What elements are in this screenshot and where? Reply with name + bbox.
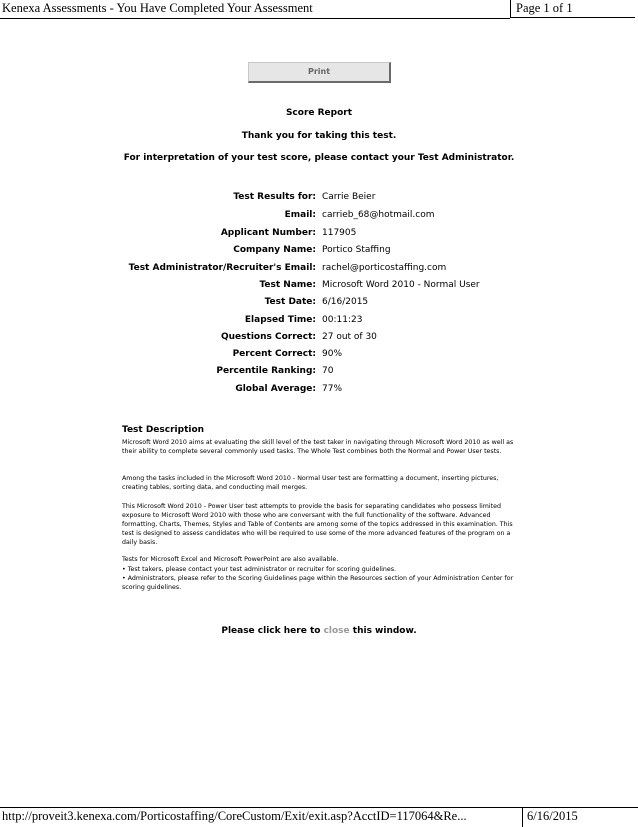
close-link[interactable]: close [323,626,350,636]
result-value: Portico Staffing [322,245,391,255]
print-header [0,0,638,18]
result-label: Global Average: [235,384,316,394]
close-prefix: Please click here to [221,626,324,636]
result-value: rachel@porticostaffing.com [322,263,447,273]
thank-you-text: Thank you for taking this test. [241,131,397,141]
result-label: Test Name: [259,280,316,290]
result-label: Test Date: [264,297,316,307]
print-footer [0,807,638,826]
header-page-number: Page 1 of 1 [516,1,573,15]
close-window-line [0,626,638,636]
result-label: Questions Correct: [221,332,316,342]
result-label: Applicant Number: [220,228,316,238]
header-title: Kenexa Assessments - You Have Completed Your Assessment [2,1,313,15]
description-text: Tests for Microsoft Excel and Microsoft PowerPoint are also available. [122,556,339,563]
description-paragraph [122,502,522,547]
footer-url: http://proveit3.kenexa.com/Porticostaffing/CoreCustom/Exit/exit.asp?AcctID=117064&Re... [2,809,467,823]
result-value: Microsoft Word 2010 - Normal User [322,280,480,290]
result-label: Percentile Ranking: [216,366,316,376]
header-page-box [510,0,635,18]
description-text: This Microsoft Word 2010 - Power User test attempts to provide the basis for separating candidates who possess limited exposure to Microsoft Word 2010 with those who are conversant with the full functionality of the software. Advanced formatting, Charts, Themes, Styles and Table of Contents are among some of the topics addressed in this examination. This test is designed to assess candidates who will be required to use some of the more advanced features of the program on a daily basis. [122,503,513,546]
print-button[interactable]: Print [248,62,391,83]
result-label: Company Name: [233,245,316,255]
description-text: Among the tasks included in the Microsoft Word 2010 - Normal User test are formatting a document, inserting pictures, creating tables, sorting data, and conducting mail merges. [122,475,499,491]
result-value: 77% [322,384,343,394]
close-suffix: this window. [349,626,417,636]
footer-date: 6/16/2015 [527,809,578,823]
scoring-bullet-list [122,565,522,592]
result-value: carrieb_68@hotmail.com [322,210,435,220]
description-text: Microsoft Word 2010 aims at evaluating the skill level of the test taker in navigating through Microsoft Word 2010 as well as their ability to complete several commonly used tasks. The Whole Test combines both the Normal and Power User tests. [122,439,514,455]
result-label: Test Administrator/Recruiter's Email: [128,263,316,273]
result-label: Test Results for: [233,192,316,202]
result-value: 6/16/2015 [322,297,369,307]
description-paragraph [122,438,522,456]
result-value: Carrie Beier [322,192,376,202]
result-value: 00:11:23 [322,315,363,325]
description-paragraph [122,555,522,564]
result-label: Percent Correct: [232,349,316,359]
bullet-item: • Administrators, please refer to the Scoring Guidelines page within the Resources section of your Administration Center for scoring guidelines. [122,575,514,591]
header-rule [0,18,510,19]
result-value: 90% [322,349,343,359]
result-value: 27 out of 30 [322,332,377,342]
result-label: Elapsed Time: [244,315,316,325]
result-value: 117905 [322,228,357,238]
report-title: Score Report [285,108,353,118]
result-label: Email: [284,210,316,220]
bullet-item: • Test takers, please contact your test administrator or recruiter for scoring guidelines. [122,566,396,573]
footer-rule [0,807,522,808]
interpretation-text: For interpretation of your test score, please contact your Test Administrator. [123,153,515,163]
description-paragraph [122,474,522,492]
result-value: 70 [322,366,334,376]
test-description-title: Test Description [122,425,205,435]
